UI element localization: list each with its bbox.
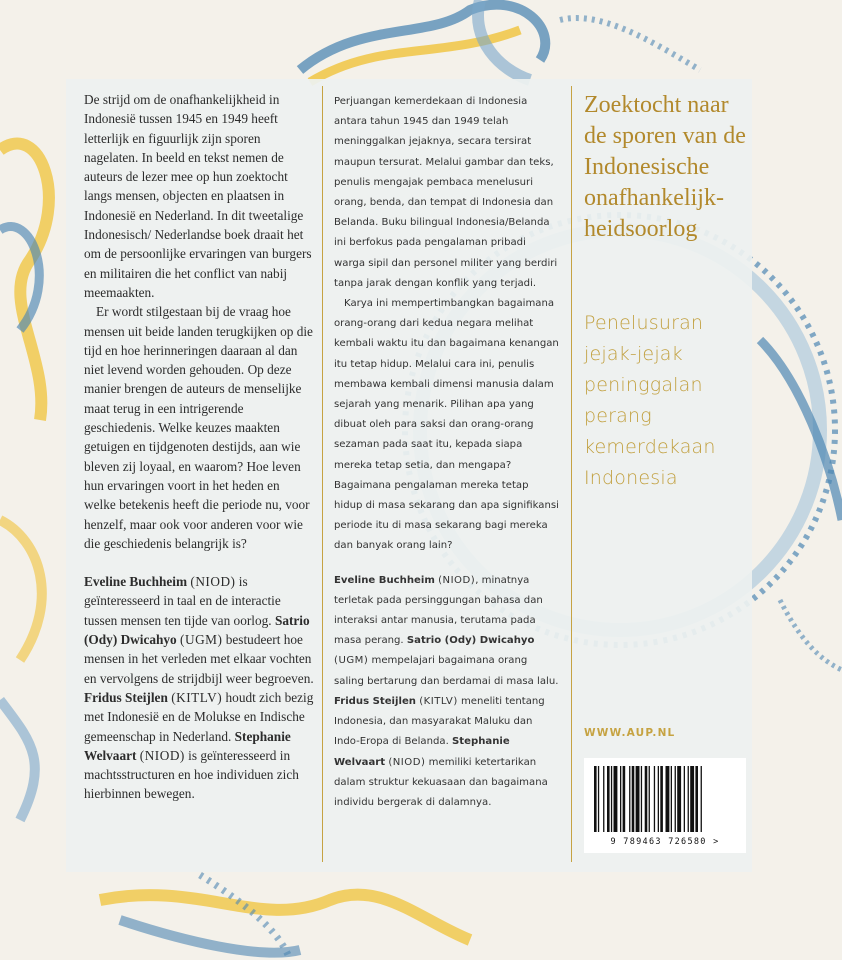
- dutch-author-bios: [84, 572, 314, 804]
- author-institute: (KITLV): [171, 689, 223, 705]
- author-name: Eveline Buchheim: [334, 574, 435, 586]
- isbn-barcode: [584, 758, 746, 853]
- author-bio: bestudeert hoe mensen in het verleden met elkaar vochten en vervolgens de strijdbijl weer begroeven.: [84, 632, 314, 686]
- author-bio: , minatnya terletak pada persinggungan bahasa dan interaksi antar manusia, terutama pada masa perang.: [334, 574, 543, 647]
- author-institute: (NIOD): [190, 574, 236, 590]
- publisher-url[interactable]: WWW.AUP.NL: [584, 727, 676, 739]
- indonesian-blurb: [334, 92, 560, 813]
- column-divider: [571, 86, 572, 862]
- author-institute: (NIOD): [438, 574, 476, 586]
- isbn-number: 9 789463 726580 >: [610, 837, 720, 847]
- book-title: Zoektocht naar de sporen van de Indonesische onafhankelijk-heidsoorlog: [584, 92, 746, 242]
- author-name: Satrio (Ody) Dwicahyo: [406, 635, 535, 647]
- dutch-paragraph-1: De strijd om de onafhankelijkheid in Indonesië tussen 1945 en 1949 heeft letterlijk en figuurlijk zijn sporen nagelaten. In beeld en tekst nemen de auteurs de lezer mee op hun zoektocht langs mensen, objecten en plaatsen in Indonesië en Nederland. In dit tweetalige Indonesisch/ Nederlandse boek draait het om de persoonlijke ervaringen van burgers en militairen die het conflict van nabij meemaakten.: [84, 92, 312, 300]
- author-name: Stephanie Welvaart: [84, 728, 291, 763]
- barcode-icon: [592, 766, 738, 834]
- dutch-blurb: [84, 90, 314, 804]
- indonesian-paragraph-2: Karya ini mempertimbangkan bagaimana orang-orang dari kedua negara melihat kembali waktu itu dan bagaimana kenangan itu tetap hidup. Melalui cara ini, penulis membawa kembali dimensi manusia dalam sejarah yang menarik. Pilihan apa yang dibuat oleh para saksi dan orang-orang sezaman pada saat itu, kepada siapa mereka tetap setia, dan mengapa? Bagaimana pengalaman mereka tetap hidup di masa sekarang dan apa signifikansi periode itu di masa sekarang bagi mereka dan banyak orang lain?: [334, 298, 559, 552]
- author-bio: is geïnteresseerd in taal en de interactie tussen mensen ten tijde van oorlog.: [84, 574, 281, 628]
- author-institute: (UGM): [180, 632, 223, 648]
- author-bio: meneliti tentang Indonesia, dan masyarakat Maluku dan Indo-Eropa di Belanda.: [334, 695, 545, 748]
- author-name: Eveline Buchheim: [84, 574, 188, 590]
- author-bio: memiliki ketertarikan dalam struktur kekuasaan dan bagaimana individu bergerak di dalamnya.: [334, 756, 548, 808]
- author-bio: houdt zich bezig met Indonesië en de Molukse en Indische gemeenschap in Nederland.: [84, 689, 314, 744]
- author-institute: (NIOD): [388, 756, 426, 768]
- indonesian-author-bios: [334, 571, 560, 813]
- author-name: Satrio (Ody) Dwicahyo: [84, 612, 310, 648]
- author-name: Stephanie Welvaart: [334, 736, 510, 768]
- author-institute: (NIOD): [139, 747, 185, 763]
- author-institute: (UGM): [334, 655, 369, 667]
- book-subtitle: Penelusuran jejak-jejak peninggalan perang kemerdekaan Indonesia: [584, 312, 716, 489]
- author-institute: (KITLV): [419, 695, 458, 707]
- author-bio: is geïnteresseerd in machtsstructuren en hoe individuen zich hierbinnen bewegen.: [84, 747, 299, 802]
- indonesian-paragraph-1: Perjuangan kemerdekaan di Indonesia antara tahun 1945 dan 1949 telah meninggalkan jejaknya, secara tersirat maupun tersurat. Melalui gambar dan teks, penulis mengajak pembaca menelusuri orang, benda, dan tempat di Indonesia dan Belanda. Buku bilingual Indonesia/Belanda ini berfokus pada pengalaman pribadi warga sipil dan personel militer yang berdiri tanpa jarak dengan konflik yang terjadi.: [334, 96, 558, 289]
- author-name: Fridus Steijlen: [84, 689, 168, 705]
- author-name: Fridus Steijlen: [334, 695, 416, 707]
- column-divider: [322, 86, 323, 862]
- dutch-paragraph-2: Er wordt stilgestaan bij de vraag hoe mensen uit beide landen terugkijken op die tijd en hoe herinneringen daaraan al dan niet levend worden gehouden. Op deze manier brengen de auteurs de menselijke maat terug in een intrigerende geschiedenis. Welke keuzes maakten getuigen en tijdgenoten destijds, aan wie bleven zij loyaal, en waarom? Hoe leven hun ervaringen voort in het heden en welke betekenis heeft die periode nu, voor henzelf, maar ook voor anderen voor wie die geschiedenis belangrijk is?: [84, 304, 313, 551]
- author-bio: mempelajari bagaimana orang saling bertarung dan berdamai di masa lalu.: [334, 655, 559, 687]
